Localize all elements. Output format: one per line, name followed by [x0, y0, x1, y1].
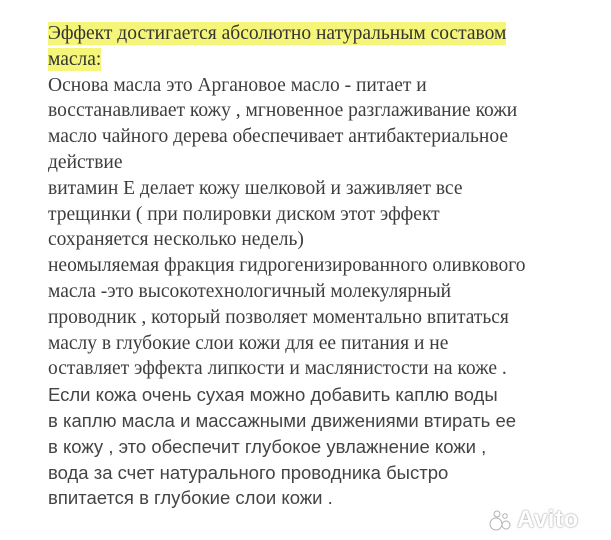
text-line: трещинки ( при полировки диском этот эффект [48, 203, 440, 225]
highlighted-text: Эффект достигается абсолютно натуральным составом [48, 23, 507, 44]
document-body [48, 21, 603, 511]
text-line: оставляет эффекта липкости и маслянистости на коже . [48, 358, 507, 380]
text-line: проводник , который позволяет моментально впитаться [48, 306, 509, 328]
text-line: восстанавливает кожу , мгновенное разглаживание кожи [48, 100, 518, 122]
text-line: в каплю масла и массажными движениями втирать ее [48, 409, 517, 431]
text-line: вода за счет натурального проводника быстро [48, 461, 449, 483]
text-line: Если кожа очень сухая можно добавить каплю воды [48, 384, 498, 406]
heading-line [48, 21, 603, 47]
avito-logo-icon [489, 508, 513, 532]
text-line: масла -это высокотехнологичный молекулярный [48, 280, 452, 302]
heading-line [48, 47, 603, 73]
text-line: Основа масла это Аргановое масло - питает и [48, 74, 427, 96]
text-line: действие [48, 151, 123, 173]
text-line: неомыляемая фракция гидрогенизированного оливкового [48, 255, 526, 277]
text-line: витамин Е делает кожу шелковой и заживляет все [48, 177, 463, 199]
text-line: масло чайного дерева обеспечивает антибактериальное [48, 126, 509, 148]
text-line: в кожу , это обеспечит глубокое увлажнение кожи , [48, 435, 487, 457]
text-line: впитается в глубокие слои кожи . [48, 487, 333, 509]
watermark-text: Avito [517, 506, 579, 533]
text-line: сохраняется несколько недель) [48, 229, 304, 251]
text-line: маслу в глубокие слои кожи для ее питания и не [48, 332, 449, 354]
avito-watermark [489, 506, 597, 534]
highlighted-text: масла: [48, 48, 102, 70]
